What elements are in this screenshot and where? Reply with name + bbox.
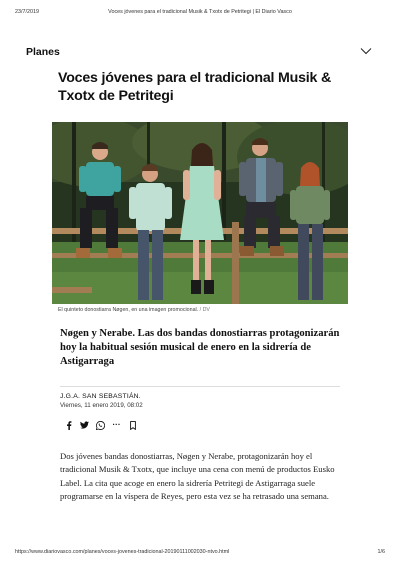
image-credit: / DV	[199, 307, 210, 313]
share-bar	[64, 419, 144, 431]
image-caption	[58, 307, 210, 313]
article-subtitle: Nøgen y Nerabe. Las dos bandas donostiarras protagonizarán hoy la habitual sesión musical de enero en la sidrería de Astigarraga	[60, 328, 340, 367]
whatsapp-icon[interactable]	[96, 421, 105, 430]
facebook-icon[interactable]	[64, 421, 73, 430]
twitter-icon[interactable]	[80, 421, 89, 430]
article-date: Viernes, 11 enero 2019, 08:02	[60, 402, 143, 409]
article-body: Dos jóvenes bandas donostiarras, Nøgen y Nerabe, protagonizarán hoy el tradicional Musik & Txotx, que incluye una cena con menú de productos Eusko Label. La cita que acoge en enero la sidrería Petritegi de Astigarraga suele programarse en la víspera de Reyes, pero esta vez se ha retrasado una semana.	[60, 451, 335, 502]
print-date: 23/7/2019	[15, 9, 39, 15]
image-caption-text: El quinteto donostiarra Nøgen, en una imagen promocional.	[58, 307, 199, 313]
chevron-down-icon[interactable]	[360, 47, 372, 55]
article-title: Voces jóvenes para el tradicional Musik & Txotx de Petritegi	[58, 70, 332, 104]
article-author: J.G.A. SAN SEBASTIÁN.	[60, 393, 141, 400]
print-page-number: 1/6	[377, 549, 385, 555]
print-url: https://www.diariovasco.com/planes/voces-jovenes-tradicional-20190111002030-ntvo.html	[15, 549, 230, 555]
print-page-title: Voces jóvenes para el tradicional Musik & Txotx de Petritegi | El Diario Vasco	[108, 9, 292, 15]
section-bar	[26, 46, 374, 62]
bookmark-icon[interactable]	[128, 421, 137, 430]
article-photo	[52, 122, 348, 304]
divider	[60, 386, 340, 387]
more-icon[interactable]: ···	[112, 420, 121, 429]
section-name[interactable]: Planes	[26, 46, 60, 58]
